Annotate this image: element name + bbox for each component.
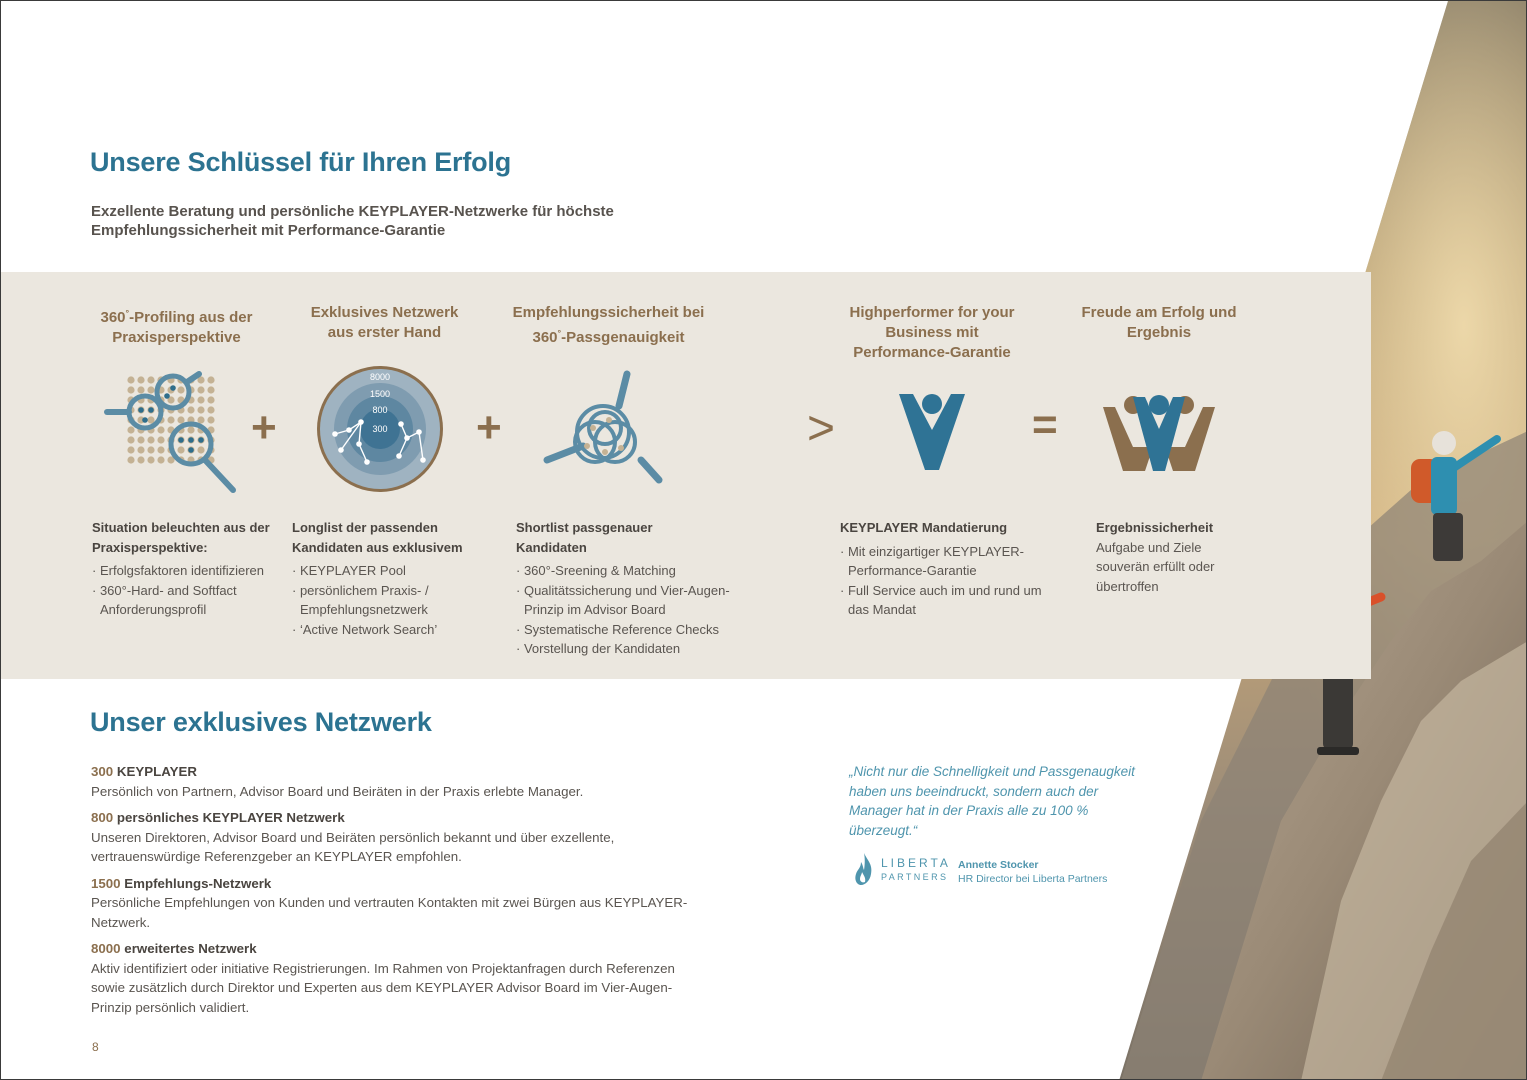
testimonial-quote: „Nicht nur die Schnelligkeit und Passgenaugkeit haben uns beeindruckt, sondern auch der Manager hat in der Praxis alle zu 100 % überzeugt.“	[849, 764, 1135, 838]
logo-text-line2: PARTNERS	[881, 872, 949, 882]
network-item	[91, 939, 691, 1017]
network-rings-icon	[315, 364, 445, 494]
network-item	[91, 762, 691, 801]
step-1-title: 360°-Profiling aus der Praxisperspektive	[100, 308, 253, 346]
step-5-text: Aufgabe und Ziele souverän erfüllt oder übertroffen	[1096, 539, 1215, 594]
matching-circles-icon	[541, 368, 671, 490]
step-3-description	[516, 518, 741, 659]
network-item-label: erweitertes Netzwerk	[124, 941, 257, 956]
step-2-bullet: · KEYPLAYER Pool	[292, 561, 482, 581]
page-title: Unsere Schlüssel für Ihren Erfolg	[90, 147, 512, 177]
step-1-bullet: · 360°-Hard- and Softfact Anforderungsprofil	[92, 581, 272, 620]
step-4-description-head: KEYPLAYER Mandatierung	[840, 520, 1008, 535]
step-2-bullet: · ‘Active Network Search’	[292, 620, 482, 640]
step-4-title: Highperformer for your Business mit Performance-Garantie	[849, 304, 1015, 361]
page-subtitle: Exzellente Beratung und persönliche KEYPLAYER-Netzwerke für höchste Empfehlungssicherheit mit Performance-Garantie	[91, 203, 614, 239]
step-2-description-head: Longlist der passenden Kandidaten aus exklusivem	[292, 520, 463, 555]
flame-icon	[853, 852, 875, 886]
step-2-title: Exklusives Netzwerk aus erster Hand	[310, 304, 459, 341]
step-3-title: Empfehlungssicherheit bei 360°-Passgenauigkeit	[512, 304, 705, 346]
step-5-description	[1096, 518, 1236, 596]
step-2-bullet: · persönlichem Praxis- / Empfehlungsnetzwerk	[292, 581, 482, 620]
step-3-bullet: · Qualitätssicherung und Vier-Augen-Prinzip im Advisor Board	[516, 581, 741, 620]
network-heading: Unser exklusives Netzwerk	[90, 707, 432, 737]
step-5-title: Freude am Erfolg und Ergebnis	[1081, 304, 1237, 341]
author-name: Annette Stocker	[958, 859, 1039, 871]
ring-label-8000: 8000	[369, 372, 391, 382]
page-number: 8	[92, 1040, 99, 1054]
liberta-partners-logo	[853, 852, 953, 888]
plus-operator-1: +	[251, 403, 277, 452]
network-item-label: KEYPLAYER	[116, 764, 197, 779]
plus-operator-2: +	[476, 403, 502, 452]
network-item-text: Unseren Direktoren, Advisor Board und Beiräten persönlich bekannt und über exzellente, vertrauenswürdige Referenzgeber an KEYPLAYER empfohlen.	[91, 829, 615, 864]
network-item	[91, 808, 691, 867]
network-item-number: 1500	[91, 875, 121, 891]
network-item-label: persönliches KEYPLAYER Netzwerk	[116, 810, 345, 825]
network-item-label: Empfehlungs-Netzwerk	[124, 875, 272, 891]
author-role: HR Director bei Liberta Partners	[958, 873, 1108, 885]
step-2-description	[292, 518, 482, 639]
profiling-magnifier-icon	[101, 366, 241, 498]
ring-label-800: 800	[372, 405, 388, 415]
step-1-bullet: · Erfolgsfaktoren identifizieren	[92, 561, 272, 581]
step-3-bullet: · Systematische Reference Checks	[516, 620, 741, 640]
network-list	[91, 762, 691, 1024]
highperformer-figure-icon	[899, 388, 965, 472]
team-success-icon	[1103, 391, 1215, 473]
network-item-number: 8000	[91, 941, 121, 956]
step-4-description	[840, 518, 1050, 620]
network-item-number: 800	[91, 810, 114, 825]
equals-operator: =	[1032, 400, 1058, 449]
step-3-bullet: · Vorstellung der Kandidaten	[516, 639, 741, 659]
step-4-bullet: · Full Service auch im und rund um das Mandat	[840, 581, 1050, 620]
network-item-text: Persönliche Empfehlungen von Kunden und vertrauten Kontakten mit zwei Bürgen aus KEYPLAYER-Netzwerk.	[91, 895, 688, 930]
network-item-number: 300	[91, 764, 114, 779]
logo-text-line1: LIBERTA	[881, 856, 951, 870]
step-1-description-head: Situation beleuchten aus der Praxisperspektive:	[92, 520, 270, 555]
network-item	[91, 874, 691, 933]
greater-operator: >	[807, 402, 836, 455]
ring-label-1500: 1500	[369, 389, 391, 399]
step-3-bullet: · 360°-Sreening & Matching	[516, 561, 741, 581]
step-5-description-head: Ergebnissicherheit	[1096, 520, 1214, 535]
ring-label-300: 300	[372, 424, 388, 434]
network-item-text: Aktiv identifiziert oder initiative Registrierungen. Im Rahmen von Projektanfragen durch Referenzen sowie zusätzlich durch Direktor und Experten aus dem KEYPLAYER Advisor Board im Vier-Augen-Prinzip persönlich validiert.	[91, 960, 675, 1015]
network-item-text: Persönlich von Partnern, Advisor Board und Beiräten in der Praxis erlebte Manager.	[91, 783, 584, 799]
testimonial-author	[958, 858, 1107, 886]
step-4-bullet: · Mit einzigartiger KEYPLAYER-Performance-Garantie	[840, 542, 1050, 581]
step-1-description	[92, 518, 272, 620]
step-3-description-head: Shortlist passgenauer Kandidaten	[516, 520, 653, 555]
